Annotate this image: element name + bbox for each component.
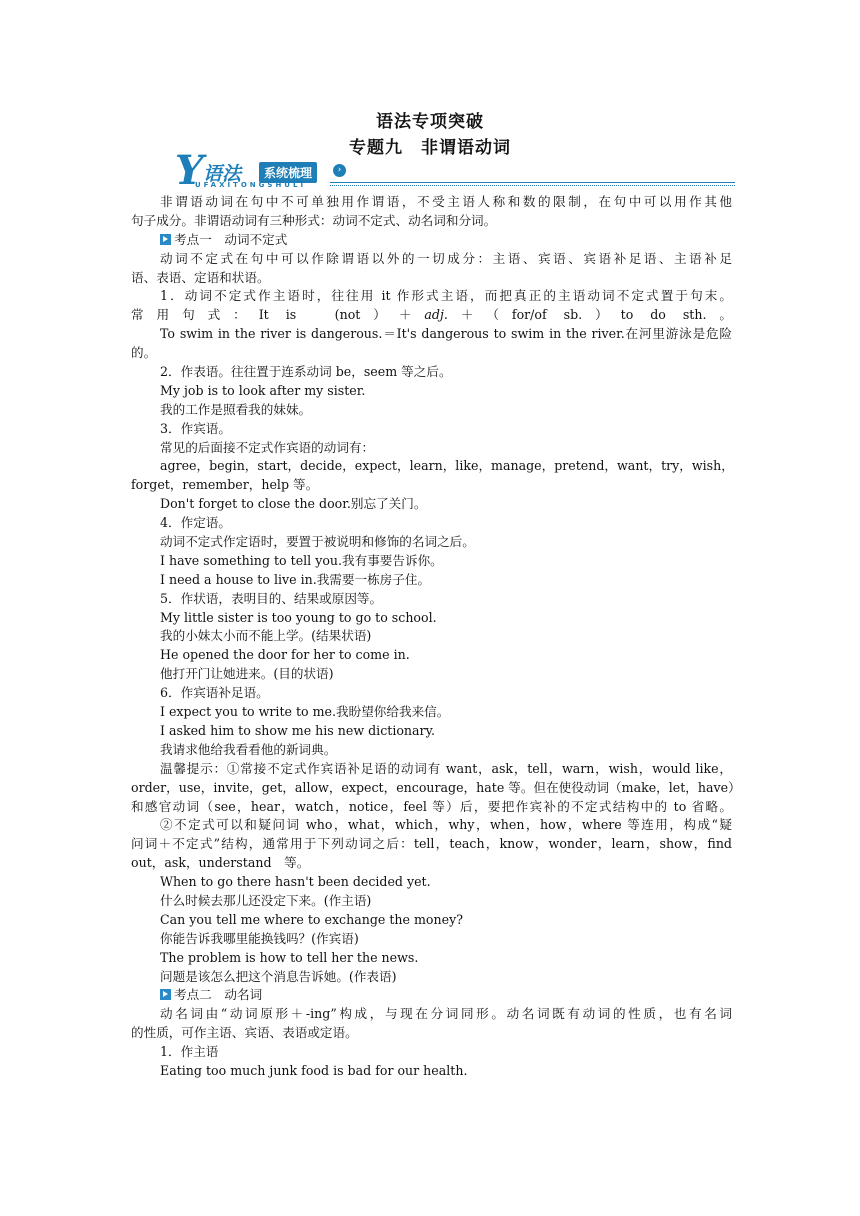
section-heading: [131, 986, 732, 1005]
section-heading-label: 考点一 动词不定式: [174, 231, 288, 247]
paragraph-line: 问词＋不定式”结构，通常用于下列动词之后：tell，teach，know，wonder，learn，show，find: [131, 836, 732, 852]
paragraph-line: I need a house to live in.我需要一栋房子住。: [160, 571, 431, 587]
paragraph-line: 3．作宾语。: [160, 420, 231, 436]
paragraph-line: My little sister is too young to go to school.: [160, 609, 437, 625]
paragraph-line: 温馨提示：①常接不定式作宾语补足语的动词有 want，ask，tell，warn，wish，would like，: [160, 760, 732, 776]
paragraph-line: out，ask，understand 等。: [131, 855, 310, 871]
banner-divider: [330, 182, 735, 183]
paragraph-line: I asked him to show me his new dictionary.: [160, 722, 436, 738]
paragraph-line: 常用句式：It is (not）＋adj.＋（for/of sb.）to do sth.。: [131, 307, 732, 323]
paragraph-line: forget，remember，help 等。: [131, 477, 319, 493]
paragraph-line: I have something to tell you.我有事要告诉你。: [160, 552, 443, 568]
paragraph-line: 非谓语动词在句中不可单独用作谓语，不受主语人称和数的限制，在句中可以用作其他: [160, 194, 732, 209]
paragraph-line: Eating too much junk food is bad for our health.: [160, 1062, 468, 1078]
paragraph-line: 2．作表语。往往置于连系动词 be，seem 等之后。: [160, 364, 452, 380]
paragraph-line: 5．作状语，表明目的、结果或原因等。: [160, 590, 383, 606]
paragraph-line: ②不定式可以和疑问词 who，what，which，why，when，how，where 等连用，构成“疑: [160, 817, 732, 833]
play-marker-icon: [160, 989, 171, 1000]
paragraph-line: 问题是该怎么把这个消息告诉她。(作表语): [160, 968, 397, 984]
paragraph-line: 语、表语、定语和状语。: [131, 269, 270, 285]
paragraph-line: 1．动词不定式作主语时，往往用 it 作形式主语，而把真正的主语动词不定式置于句末。: [160, 288, 732, 304]
paragraph-line: 1．作主语: [160, 1044, 219, 1060]
section-heading-label: 考点二 动名词: [174, 987, 263, 1003]
paragraph-line: 4．作定语。: [160, 515, 231, 531]
paragraph-line: 我的工作是照看我的妹妹。: [160, 401, 312, 417]
paragraph-line: 你能告诉我哪里能换钱吗？(作宾语): [160, 930, 359, 946]
paragraph-line: Can you tell me where to exchange the money?: [160, 911, 463, 927]
paragraph-line: 他打开门让她进来。(目的状语): [160, 666, 334, 682]
paragraph-line: 的性质，可作主语、宾语、表语或定语。: [131, 1025, 358, 1041]
banner-divider-dotted: [330, 185, 735, 186]
paragraph-line: 动词不定式作定语时，要置于被说明和修饰的名词之后。: [160, 534, 475, 550]
paragraph-line: 的。: [131, 345, 157, 361]
paragraph-line: My job is to look after my sister.: [160, 382, 366, 398]
paragraph-line: order，use，invite，get，allow，expect，encourage，hate 等。但在使役动词（make，let，have）: [131, 779, 741, 795]
section-heading: [131, 231, 732, 250]
paragraph-line: 什么时候去那儿还没定下来。(作主语): [160, 892, 372, 908]
paragraph-line: When to go there hasn't been decided yet.: [160, 874, 431, 890]
document-body: [131, 193, 741, 1081]
paragraph-line: 常见的后面接不定式作宾语的动词有：: [160, 439, 375, 455]
page-subtitle: 专题九 非谓语动词: [349, 138, 511, 158]
paragraph-line: 我的小妹太小而不能上学。(结果状语): [160, 628, 372, 644]
paragraph-line: He opened the door for her to come in.: [160, 647, 410, 663]
paragraph-line: 动名词由“动词原形＋-ing”构成，与现在分词同形。动名词既有动词的性质，也有名词: [160, 1006, 732, 1022]
chevron-right-icon: ›: [333, 164, 346, 177]
banner-title: 语法: [203, 163, 242, 185]
paragraph-line: 和感官动词（see，hear，watch，notice，feel 等）后，要把作宾补的不定式结构中的 to 省略。: [131, 798, 732, 814]
paragraph-line: agree，begin，start，decide，expect，learn，like，manage，pretend，want，try，wish，: [160, 458, 734, 474]
paragraph-line: The problem is how to tell her the news.: [160, 949, 419, 965]
paragraph-line: To swim in the river is dangerous.＝It's dangerous to swim in the river.在河里游泳是危险: [160, 326, 732, 342]
banner-letter: Y: [175, 147, 204, 194]
banner-subtitle: 系统梳理: [259, 162, 317, 183]
paragraph-line: Don't forget to close the door.别忘了关门。: [160, 496, 427, 512]
play-marker-icon: [160, 234, 171, 245]
banner-pinyin: UFAXITONGSHULI: [195, 181, 307, 189]
paragraph-line: I expect you to write to me.我盼望你给我来信。: [160, 704, 450, 720]
paragraph-line: 动词不定式在句中可以作除谓语以外的一切成分：主语、宾语、宾语补足语、主语补足: [160, 250, 732, 266]
paragraph-line: 句子成分。非谓语动词有三种形式：动词不定式、动名词和分词。: [131, 212, 497, 228]
page-title: 语法专项突破: [376, 112, 484, 132]
paragraph-line: 我请求他给我看看他的新词典。: [160, 741, 337, 757]
paragraph-line: 6．作宾语补足语。: [160, 685, 269, 701]
